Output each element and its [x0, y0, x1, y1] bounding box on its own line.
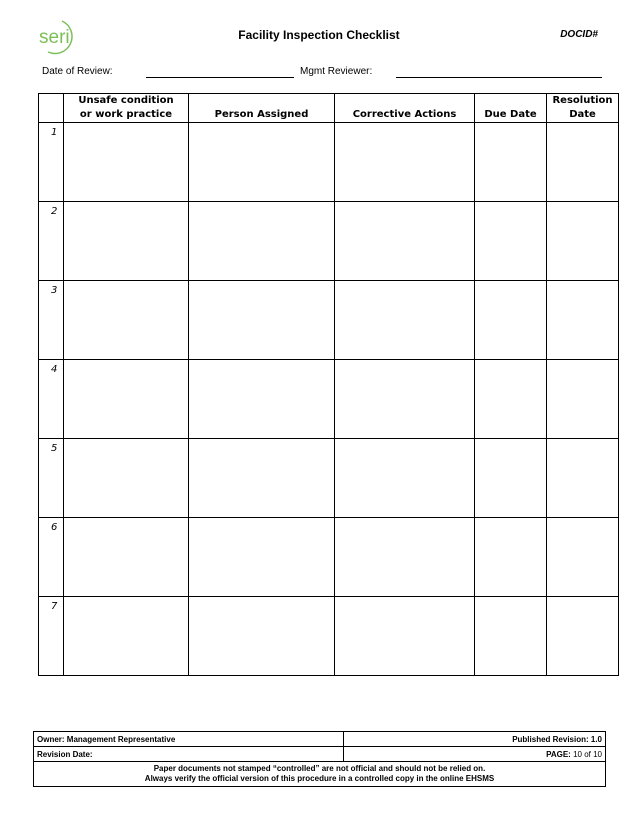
cell-unsafe-condition[interactable]: [64, 202, 189, 281]
cell-unsafe-condition[interactable]: [64, 281, 189, 360]
col-resolution-date: [547, 94, 619, 123]
footer-notice-line1: Paper documents not stamped “controlled” are not official and should not be relied on.: [153, 764, 486, 773]
cell-due-date[interactable]: [475, 281, 547, 360]
table-row: [39, 281, 619, 360]
cell-resolution-date[interactable]: [547, 439, 619, 518]
col-unsafe-line1: Unsafe condition: [78, 95, 174, 106]
footer-published-revision: Published Revision: 1.0: [344, 732, 606, 747]
col-unsafe-condition: [64, 94, 189, 123]
cell-unsafe-condition[interactable]: [64, 123, 189, 202]
doc-id: DOCID#: [560, 29, 598, 40]
row-number: 3: [39, 281, 64, 360]
row-number: 4: [39, 360, 64, 439]
footer-page-label: PAGE:: [546, 749, 571, 759]
row-number: 1: [39, 123, 64, 202]
document-footer: [33, 731, 606, 787]
col-res-line1: Resolution: [552, 95, 613, 106]
table-row: [39, 360, 619, 439]
cell-resolution-date[interactable]: [547, 360, 619, 439]
page-title: Facility Inspection Checklist: [238, 28, 400, 42]
table-row: [39, 439, 619, 518]
cell-corrective-actions[interactable]: [335, 597, 475, 676]
col-due-date: Due Date: [475, 94, 547, 123]
cell-person-assigned[interactable]: [189, 202, 335, 281]
cell-due-date[interactable]: [475, 360, 547, 439]
cell-resolution-date[interactable]: [547, 518, 619, 597]
date-of-review-label: Date of Review:: [42, 66, 113, 77]
cell-person-assigned[interactable]: [189, 597, 335, 676]
footer-owner: Owner: Management Representative: [34, 732, 344, 747]
cell-due-date[interactable]: [475, 202, 547, 281]
cell-person-assigned[interactable]: [189, 123, 335, 202]
footer-notice: [34, 762, 606, 787]
inspection-table: [38, 93, 619, 676]
cell-unsafe-condition[interactable]: [64, 439, 189, 518]
table-row: [39, 123, 619, 202]
cell-unsafe-condition[interactable]: [64, 597, 189, 676]
table-header-row: [39, 94, 619, 123]
footer-page: [344, 747, 606, 762]
row-number: 5: [39, 439, 64, 518]
footer-page-value: 10 of 10: [573, 749, 602, 759]
table-row: [39, 518, 619, 597]
cell-due-date[interactable]: [475, 439, 547, 518]
row-number: 6: [39, 518, 64, 597]
cell-person-assigned[interactable]: [189, 360, 335, 439]
cell-person-assigned[interactable]: [189, 281, 335, 360]
row-number: 2: [39, 202, 64, 281]
cell-due-date[interactable]: [475, 597, 547, 676]
row-number: 7: [39, 597, 64, 676]
col-res-line2: Date: [569, 109, 596, 120]
date-of-review-field[interactable]: [146, 77, 294, 78]
cell-resolution-date[interactable]: [547, 597, 619, 676]
cell-unsafe-condition[interactable]: [64, 518, 189, 597]
cell-resolution-date[interactable]: [547, 123, 619, 202]
cell-corrective-actions[interactable]: [335, 123, 475, 202]
table-row: [39, 202, 619, 281]
table-row: [39, 597, 619, 676]
logo-text: seri: [39, 27, 70, 48]
mgmt-reviewer-label: Mgmt Reviewer:: [300, 66, 373, 77]
cell-corrective-actions[interactable]: [335, 281, 475, 360]
cell-due-date[interactable]: [475, 518, 547, 597]
cell-corrective-actions[interactable]: [335, 518, 475, 597]
cell-due-date[interactable]: [475, 123, 547, 202]
footer-revision-date: Revision Date:: [34, 747, 344, 762]
mgmt-reviewer-field[interactable]: [396, 77, 602, 78]
cell-resolution-date[interactable]: [547, 202, 619, 281]
col-number: [39, 94, 64, 123]
footer-notice-line2: Always verify the official version of this procedure in a controlled copy in the online EHSMS: [144, 774, 495, 783]
cell-unsafe-condition[interactable]: [64, 360, 189, 439]
cell-corrective-actions[interactable]: [335, 360, 475, 439]
cell-person-assigned[interactable]: [189, 439, 335, 518]
col-person-assigned: Person Assigned: [189, 94, 335, 123]
col-corrective-actions: Corrective Actions: [335, 94, 475, 123]
cell-corrective-actions[interactable]: [335, 439, 475, 518]
cell-resolution-date[interactable]: [547, 281, 619, 360]
cell-person-assigned[interactable]: [189, 518, 335, 597]
cell-corrective-actions[interactable]: [335, 202, 475, 281]
col-unsafe-line2: or work practice: [79, 109, 173, 120]
